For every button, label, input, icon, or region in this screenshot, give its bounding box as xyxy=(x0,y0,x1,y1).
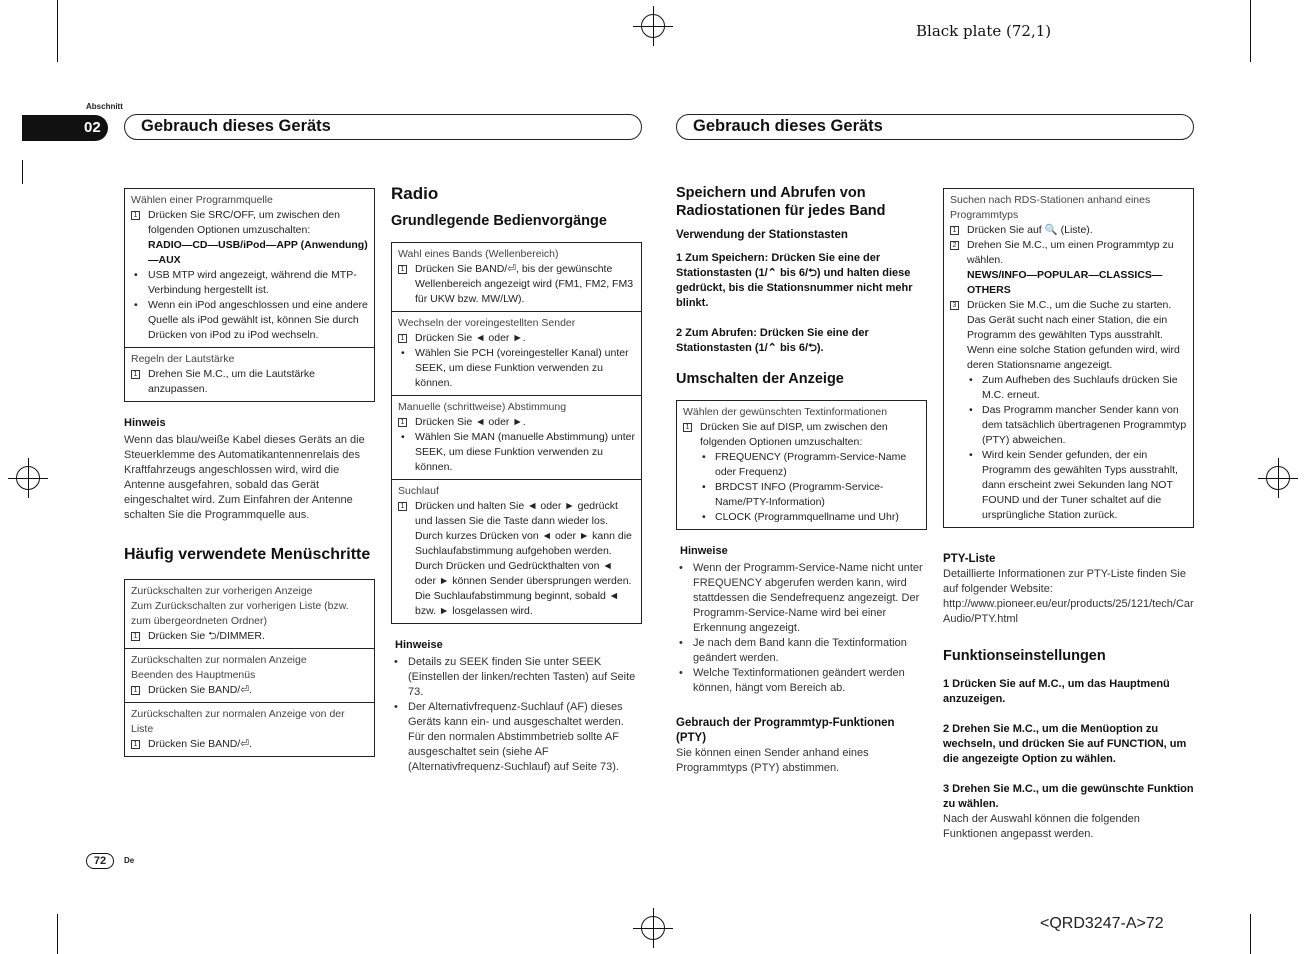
subheading-station-keys: Verwendung der Stationstasten xyxy=(676,229,848,241)
step-1: 1 Drehen Sie M.C., um die Lautstärke anzupassen. xyxy=(131,367,368,397)
box-line: Beenden des Hauptmenüs xyxy=(131,669,256,681)
subheading: Grundlegende Bedienvorgänge xyxy=(391,213,607,229)
bullet: • Wählen Sie PCH (voreingesteller Kanal) unter SEEK, um diese Funktion verwenden zu können. xyxy=(398,346,635,391)
bullet: • Das Programm mancher Sender kann von dem tatsächlich übertragenen Programmtyp (PTY) abweichen. xyxy=(968,403,1187,448)
box-title: Wählen einer Programmquelle xyxy=(131,194,273,206)
bullet: • Welche Textinformationen geändert werden können, hängt vom Bereich ab. xyxy=(676,666,927,696)
source-options: RADIO—CD—USB/iPod—APP (Anwendung)—AUX xyxy=(148,239,368,266)
function-step-2: 2 Drehen Sie M.C., um die Menüoption zu wechseln, und drücken Sie auf FUNCTION, um die angezeigte Option zu wählen. xyxy=(943,723,1187,765)
header-right: Gebrauch dieses Geräts xyxy=(676,114,1194,140)
bullet: • Details zu SEEK finden Sie unter SEEK (Einstellen der linken/rechten Tasten) auf Seite 73. xyxy=(391,655,642,700)
step-1: 1 Drücken Sie auf 🔍 (Liste). xyxy=(950,223,1187,238)
pty-options: NEWS/INFO—POPULAR—CLASSICS—OTHERS xyxy=(967,269,1163,296)
step-1: 1 Drücken Sie auf DISP, um zwischen den folgenden Optionen umzuschalten: xyxy=(683,420,920,450)
step-1: 1 Drücken Sie BAND/⏎. xyxy=(131,683,368,698)
heading-radio: Radio xyxy=(391,184,439,203)
footer-code: <QRD3247-A>72 xyxy=(1040,915,1164,932)
step-1: 1 Drücken Sie ◄ oder ►. xyxy=(398,415,635,430)
language-code: De xyxy=(124,856,135,865)
box-title: Suchen nach RDS-Stationen anhand eines Programmtyps xyxy=(950,194,1151,221)
column-2 xyxy=(391,184,642,775)
function-step-1: 1 Drücken Sie auf M.C., um das Hauptmenü anzuzeigen. xyxy=(943,678,1170,705)
bullet: • Wird kein Sender gefunden, der ein Programm des gewählten Typs ausstrahlt, dann erscheint zwei Sekunden lang NOT FOUND und der Tuner schaltet auf die ursprüngliche Station zurück. xyxy=(968,448,1187,523)
bullet: • Je nach dem Band kann die Textinformation geändert werden. xyxy=(676,636,927,666)
registration-mark xyxy=(633,6,673,46)
registration-mark xyxy=(633,908,673,948)
step-1: 1 Drücken Sie ◄ oder ►. xyxy=(398,331,635,346)
box-line: Zurückschalten zur vorherigen Anzeige xyxy=(131,585,313,597)
step-1: 1 Drücken Sie BAND/⏎. xyxy=(131,737,368,752)
bullet: • Wenn der Programm-Service-Name nicht unter FREQUENCY abgerufen werden kann, wird stattdessen die Sendefrequenz angezeigt. Der Programm-Service-Name wird bei einer Erkennung angezeigt. xyxy=(676,561,927,636)
hinweis-title: Hinweis xyxy=(124,417,166,429)
bullet: • Der Alternativfrequenz-Suchlauf (AF) dieses Geräts kann ein- und ausgeschaltet werden. Für den normalen Abstimmbetrieb sollte AF ausgeschaltet sein (siehe AF (Alternativfrequenz-Suchlauf) auf Seite 73). xyxy=(391,700,642,775)
bullet: • Zum Aufheben des Suchlaufs drücken Sie M.C. erneut. xyxy=(968,373,1187,403)
box-line: Zurückschalten zur normalen Anzeige von der Liste xyxy=(131,708,345,735)
hinweise-title: Hinweise xyxy=(395,639,443,651)
box-rds-search xyxy=(943,188,1194,528)
heading-store-stations: Speichern und Abrufen von Radiostationen für jedes Band xyxy=(676,185,886,219)
box-title: Manuelle (schrittweise) Abstimmung xyxy=(398,401,567,413)
box-title: Regeln der Lautstärke xyxy=(131,353,235,365)
box-text-info xyxy=(676,400,927,530)
crop-mark xyxy=(1250,0,1251,62)
plate-label: Black plate (72,1) xyxy=(916,22,1052,40)
hinweise-title: Hinweise xyxy=(680,545,728,557)
section-label: Abschnitt xyxy=(86,102,123,111)
pty-list-title: PTY-Liste xyxy=(943,553,996,565)
bullet: • Wählen Sie MAN (manuelle Abstimmung) unter SEEK, um diese Funktion verwenden zu können. xyxy=(398,430,635,475)
step-1: 1 Drücken Sie SRC/OFF, um zwischen den folgenden Optionen umzuschalten: xyxy=(131,208,368,238)
heading-display: Umschalten der Anzeige xyxy=(676,371,844,387)
function-step-3: 3 Drehen Sie M.C., um die gewünschte Funktion zu wählen. xyxy=(943,783,1194,810)
hinweis-text: Wenn das blau/weiße Kabel dieses Geräts an die Steuerklemme des Automatikantennenrelais des Kraftfahrzeugs angeschlossen wird, wird die Antenne ausgefahren, sobald das Gerät eingeschaltet wird. Zum Einfahren der Antenne schalten Sie die Programmquelle aus. xyxy=(124,434,365,521)
crop-mark xyxy=(22,160,23,184)
step-1: 1 Drücken Sie BAND/⏎, bis der gewünschte Wellenbereich angezeigt wird (FM1, FM2, FM3 für UKW bzw. MW/LW). xyxy=(398,262,635,307)
box-title: Wählen der gewünschten Textinformationen xyxy=(683,406,888,418)
bullet: • FREQUENCY (Programm-Service-Name oder Frequenz) xyxy=(701,450,920,480)
heading-menu-steps: Häufig verwendete Menüschritte xyxy=(124,546,371,563)
bullet: • CLOCK (Programmquellname und Uhr) xyxy=(701,510,920,525)
step-1: 1 Drücken Sie ⮌/DIMMER. xyxy=(131,629,368,644)
bullet: • BRDCST INFO (Programm-Service-Name/PTY-Information) xyxy=(701,480,920,510)
box-title: Wechseln der voreingestellten Sender xyxy=(398,317,576,329)
registration-mark xyxy=(8,458,48,498)
page-number: 72 xyxy=(86,853,114,869)
heading-functions: Funktionseinstellungen xyxy=(943,648,1106,664)
column-3 xyxy=(676,184,927,776)
step-3: 3 Drücken Sie M.C., um die Suche zu starten. Das Gerät sucht nach einer Station, die ein Programm des gewählten Typs ausstrahlt. Wenn eine solche Station gefunden wird, wird deren Stationsname angezeigt. xyxy=(950,298,1187,373)
step-2: 2 Drehen Sie M.C., um einen Programmtyp zu wählen. xyxy=(950,238,1187,268)
column-4 xyxy=(943,188,1194,842)
box-menu-steps xyxy=(124,579,375,757)
pty-text: Sie können einen Sender anhand eines Programmtyps (PTY) abstimmen. xyxy=(676,747,869,774)
step-1: 1 Drücken und halten Sie ◄ oder ► gedrückt und lassen Sie die Taste dann wieder los. Durch kurzes Drücken von ◄ oder ► kann die Suchlaufabstimmung aufgehoben werden. Durch Drücken und Gedrückthalten von ◄ oder ► können Sender übersprungen werden. Die Suchlaufabstimmung beginnt, sobald ◄ bzw. ► losgelassen wird. xyxy=(398,499,635,619)
function-step-3-text: Nach der Auswahl können die folgenden Funktionen angepasst werden. xyxy=(943,813,1140,840)
pty-list-text: Detaillierte Informationen zur PTY-Liste finden Sie auf folgender Website: xyxy=(943,568,1186,595)
step-recall: 2 Zum Abrufen: Drücken Sie eine der Stationstasten (1/⌃ bis 6/⮌). xyxy=(676,327,869,354)
section-number-tab: 02 xyxy=(22,115,108,141)
box-line: Zurückschalten zur normalen Anzeige xyxy=(131,654,307,666)
crop-mark xyxy=(57,914,58,954)
registration-mark xyxy=(1258,458,1298,498)
header-left: Gebrauch dieses Geräts xyxy=(124,114,642,140)
pty-list-url[interactable]: http://www.pioneer.eu/eur/products/25/121/tech/CarAudio/PTY.html xyxy=(943,598,1194,625)
box-radio xyxy=(391,242,642,624)
box-line: Zum Zurückschalten zur vorherigen Liste (bzw. zum übergeordneten Ordner) xyxy=(131,600,349,627)
bullet: • Wenn ein iPod angeschlossen und eine andere Quelle als iPod gewählt ist, können Sie durch Drücken von iPod zu iPod wechseln. xyxy=(131,298,368,343)
step-store: 1 Zum Speichern: Drücken Sie eine der Stationstasten (1/⌃ bis 6/⮌) und halten diese gedrückt, bis die Stationsnummer nicht mehr blinkt. xyxy=(676,252,913,309)
crop-mark xyxy=(57,0,58,62)
box-program-source xyxy=(124,188,375,402)
crop-mark xyxy=(1250,914,1251,954)
subheading-pty: Gebrauch der Programmtyp-Funktionen (PTY) xyxy=(676,717,895,744)
box-title: Suchlauf xyxy=(398,485,439,497)
column-1 xyxy=(124,188,375,771)
box-title: Wahl eines Bands (Wellenbereich) xyxy=(398,248,559,260)
bullet: • USB MTP wird angezeigt, während die MTP-Verbindung hergestellt ist. xyxy=(131,268,368,298)
